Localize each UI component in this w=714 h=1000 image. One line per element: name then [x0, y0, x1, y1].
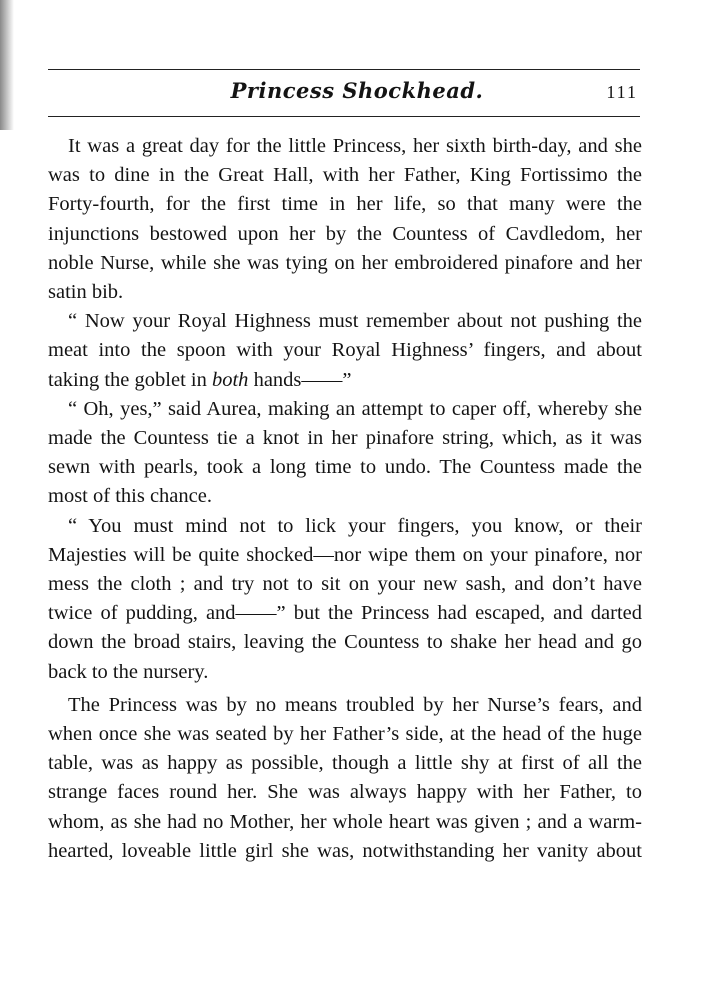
header-rule-top [48, 69, 640, 70]
page-number: 111 [606, 82, 638, 102]
paragraph-nurse-warning [48, 307, 642, 395]
paragraph-countess-advice: “ You must mind not to lick your fingers, you know, or their Majesties will be quite shocked—nor wipe them on your pinafore, nor mess the cloth ; and try not to sit on your new sash, and don’t have twice of pudding, and——” but the Princess had escaped, and darted down the broad stairs, leaving the Countess to shake her head and go back to the nursery. [48, 514, 642, 683]
paragraph-great-hall: The Princess was by no means troubled by her Nurse’s fears, and when once she was seated by her Father’s side, at the head of the huge table, was as happy as possible, though a little shy at first of all the strange faces round her. She was always happy with her Father, to whom, as she had no Mother, her whole heart was given ; and a warm-hearted, loveable little girl she was, notwithstanding her vanity about [48, 693, 642, 862]
running-head-title: Princess Shockhead. [230, 78, 484, 103]
paragraph-nurse-warning-before: “ Now your Royal Highness must remember about not pushing the meat into the spoon with your Royal Highness’ fingers, and about taking the goblet in [48, 310, 642, 391]
body-text [48, 132, 642, 866]
page-edge-shadow [0, 0, 14, 130]
paragraph-birthday: It was a great day for the little Princess, her sixth birth-day, and she was to dine in the Great Hall, with her Father, King Fortissimo the Forty-fourth, for the first time in her life, so that many were the injunctions bestowed upon her by the Countess of Cavdledom, her noble Nurse, while she was tying on her embroidered pinafore and her satin bib. [48, 135, 642, 304]
paragraph-nurse-warning-after: hands——” [248, 368, 352, 391]
header-rule-bottom [48, 116, 640, 117]
paragraph-aurea-reply: “ Oh, yes,” said Aurea, making an attempt to caper off, whereby she made the Countess tie a knot in her pinafore string, which, as it was sewn with pearls, took a long time to undo. The Countess made the most of this chance. [48, 397, 642, 508]
emphasis-both: both [211, 368, 249, 391]
